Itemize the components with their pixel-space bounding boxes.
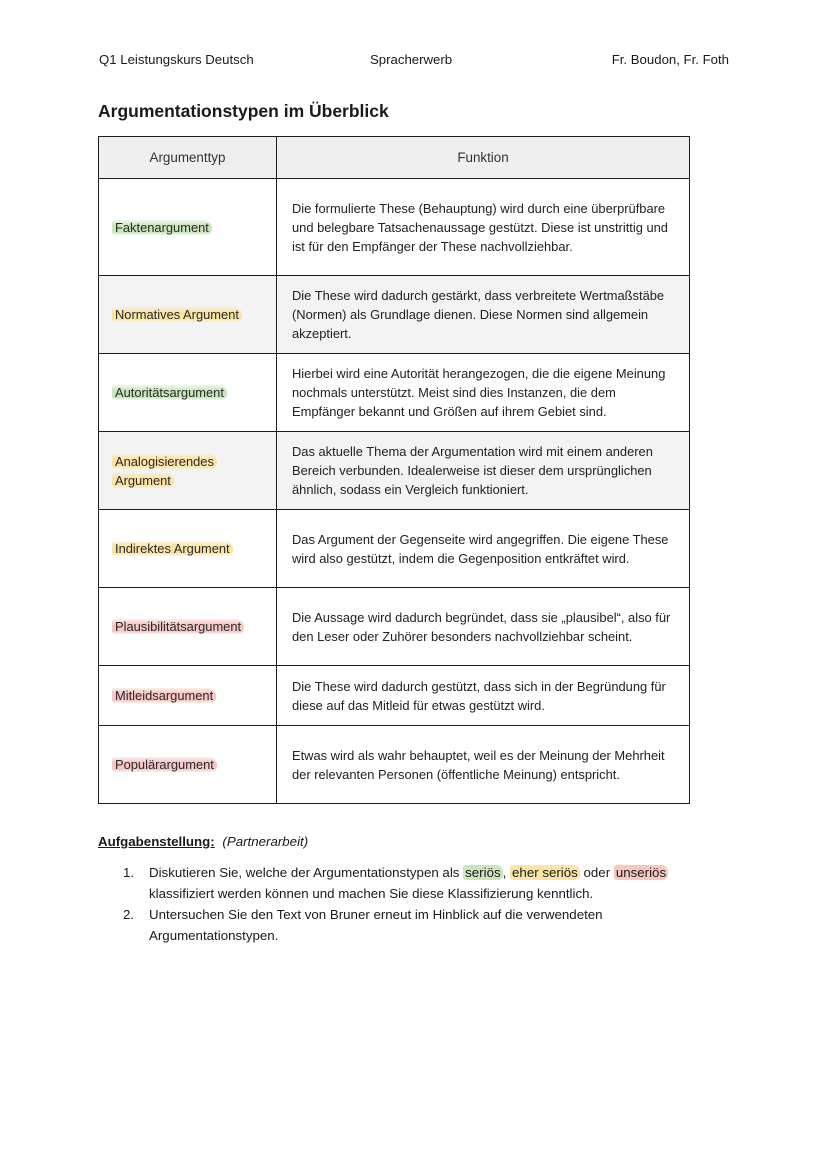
page-title: Argumentationstypen im Überblick bbox=[98, 101, 389, 121]
argument-name-highlighted: Autoritätsargument bbox=[112, 385, 227, 400]
table-row bbox=[99, 354, 690, 432]
column-header-function: Funktion bbox=[277, 137, 690, 179]
argument-name-highlighted: Argument bbox=[112, 473, 174, 488]
argument-description: Hierbei wird eine Autorität herangezogen, die die eigene Meinung nochmals unterstützt. Meist sind dies Instanzen, die dem Empfänger bekannt und Größen auf ihrem Gebiet sind. bbox=[277, 354, 690, 432]
header-course: Q1 Leistungskurs Deutsch bbox=[99, 52, 254, 67]
argument-description: Die formulierte These (Behauptung) wird durch eine überprüfbare und belegbare Tatsachenaussage gestützt. Diese ist unstrittig und ist für den Empfänger der These nachvollziehbar. bbox=[277, 179, 690, 276]
column-header-type: Argumenttyp bbox=[99, 137, 277, 179]
argument-description: Das Argument der Gegenseite wird angegriffen. Die eigene These wird also gestützt, indem die Gegenposition entkräftet wird. bbox=[277, 510, 690, 588]
task-list bbox=[112, 862, 712, 946]
header-teachers: Fr. Boudon, Fr. Foth bbox=[611, 52, 729, 67]
task-separator: , bbox=[502, 865, 507, 880]
term-serious: seriös bbox=[465, 865, 501, 880]
argument-description: Etwas wird als wahr behauptet, weil es der Meinung der Mehrheit der relevanten Personen (öffentliche Meinung) entspricht. bbox=[277, 726, 690, 804]
argument-name-cell bbox=[99, 510, 277, 588]
argument-name-cell bbox=[99, 354, 277, 432]
argument-name-highlighted: Mitleidsargument bbox=[112, 688, 216, 703]
table-row bbox=[99, 666, 690, 726]
task-item bbox=[112, 904, 712, 946]
page-header bbox=[99, 52, 729, 70]
header-topic: Spracherwerb bbox=[370, 52, 453, 67]
task-text: Diskutieren Sie, welche der Argumentationstypen als bbox=[149, 865, 460, 880]
argument-name-cell bbox=[99, 666, 277, 726]
table-row bbox=[99, 179, 690, 276]
argument-description: Das aktuelle Thema der Argumentation wird mit einem anderen Bereich verbunden. Idealerweise ist dieser dem ursprünglichen ähnlich, sodass ein Vergleich funktioniert. bbox=[277, 432, 690, 510]
task-number: 1. bbox=[123, 865, 135, 880]
argument-types-table bbox=[98, 136, 690, 804]
task-text: klassifiziert werden können und machen Sie diese Klassifizierung kenntlich. bbox=[149, 886, 594, 901]
table-header-row bbox=[99, 137, 690, 179]
argument-name-cell bbox=[99, 276, 277, 354]
task-heading-note: (Partnerarbeit) bbox=[222, 834, 309, 849]
argument-name-highlighted: Plausibilitätsargument bbox=[112, 619, 244, 634]
argument-description: Die These wird dadurch gestützt, dass sich in der Begründung für diese auf das Mitleid für etwas gestützt wird. bbox=[277, 666, 690, 726]
task-item bbox=[112, 862, 712, 904]
task-text: Untersuchen Sie den Text von Bruner erneut im Hinblick auf die verwendeten Argumentationstypen. bbox=[149, 907, 603, 943]
argument-name-cell bbox=[99, 726, 277, 804]
argument-name-cell bbox=[99, 432, 277, 510]
task-conjunction: oder bbox=[583, 865, 611, 880]
table-row bbox=[99, 726, 690, 804]
argument-name-highlighted: Populärargument bbox=[112, 757, 217, 772]
argument-name-highlighted: Normatives Argument bbox=[112, 307, 242, 322]
task-heading bbox=[98, 834, 308, 849]
term-unserious: unseriös bbox=[615, 865, 667, 880]
task-number: 2. bbox=[123, 907, 135, 922]
table-row bbox=[99, 432, 690, 510]
argument-name-cell bbox=[99, 588, 277, 666]
argument-name-highlighted: Analogisierendes bbox=[112, 454, 217, 469]
table-row bbox=[99, 588, 690, 666]
argument-name-highlighted: Indirektes Argument bbox=[112, 541, 233, 556]
task-heading-label: Aufgabenstellung: bbox=[98, 834, 215, 849]
table-row bbox=[99, 510, 690, 588]
argument-description: Die Aussage wird dadurch begründet, dass sie „plausibel“, also für den Leser oder Zuhörer besonders nachvollziehbar scheint. bbox=[277, 588, 690, 666]
argument-description: Die These wird dadurch gestärkt, dass verbreitete Wertmaßstäbe (Normen) als Grundlage dienen. Diese Normen sind allgemein akzeptiert. bbox=[277, 276, 690, 354]
term-rather-serious: eher seriös bbox=[512, 865, 578, 880]
table-row bbox=[99, 276, 690, 354]
argument-name-highlighted: Faktenargument bbox=[112, 220, 212, 235]
argument-name-cell bbox=[99, 179, 277, 276]
